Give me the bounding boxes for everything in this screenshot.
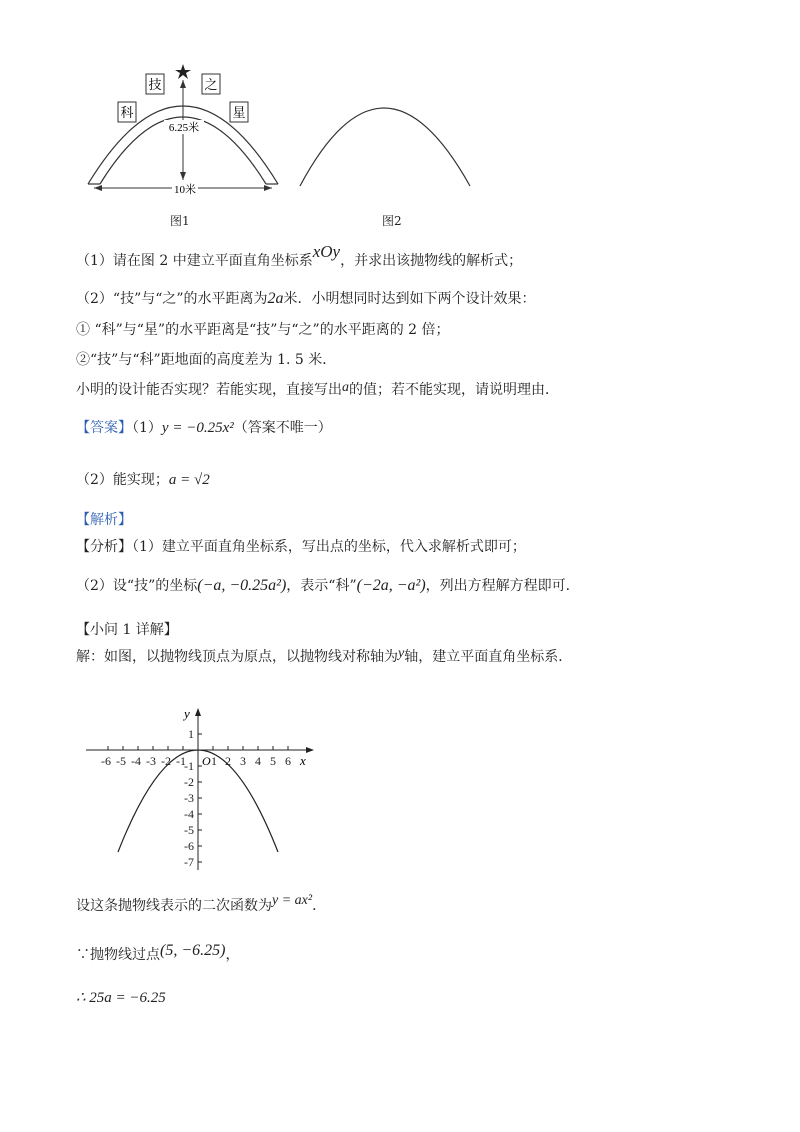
solution-intro: 解：如图，以抛物线顶点为原点，以抛物线对称轴为y轴，建立平面直角坐标系．	[76, 646, 573, 665]
x-tick-label: -2	[161, 754, 171, 768]
condition-1: ① “科”与“星”的水平距离是“技”与“之”的水平距离的 2 倍；	[76, 322, 450, 338]
width-label: 10米	[174, 184, 196, 196]
origin-label: O	[202, 754, 211, 768]
answer-2: （2）能实现；a = √2	[76, 472, 210, 488]
set-function: 设这条抛物线表示的二次函数为y = ax²．	[76, 893, 327, 914]
y-tick-label: -5	[184, 823, 194, 837]
passes-point: ∵抛物线过点(5, −6.25)，	[76, 942, 240, 963]
y-axis-label: y	[184, 706, 190, 721]
y-tick-label: -7	[184, 855, 194, 869]
y-tick-label: -4	[184, 807, 194, 821]
therefore-equation: ∴ 25a = −6.25	[76, 990, 166, 1006]
x-tick-label: -4	[131, 754, 141, 768]
x-tick-label: 3	[240, 754, 246, 768]
figure-2-parabola	[295, 70, 480, 190]
arch-label-zhi: 之	[204, 77, 218, 92]
star-icon	[175, 64, 191, 79]
height-label: 6.25米	[168, 122, 200, 134]
answer-1: 【答案】（1）y = −0.25x²（答案不唯一）	[76, 420, 332, 436]
x-tick-label: 1	[211, 754, 217, 768]
y-tick-label: -2	[184, 775, 194, 789]
question-2: （2）“技”与“之”的水平距离为2a米．小明想同时达到如下两个设计效果：	[76, 290, 536, 307]
arch-label-ji: 技	[148, 77, 162, 92]
question-1: （1）请在图 2 中建立平面直角坐标系xOy，并求出该抛物线的解析式；	[76, 242, 523, 269]
y-tick-label: -3	[184, 791, 194, 805]
arch-label-xing: 星	[232, 105, 246, 120]
figure-1-arch	[80, 58, 290, 208]
analysis-part-1: 【分析】（1）建立平面直角坐标系，写出点的坐标，代入求解析式即可；	[76, 539, 526, 555]
x-tick-label: -1	[176, 754, 186, 768]
condition-2: ②“技”与“科”距地面的高度差为 1. 5 米．	[76, 352, 337, 368]
coordinate-graph	[84, 705, 324, 875]
x-tick-label: -3	[146, 754, 156, 768]
y-tick-label: 1	[188, 727, 194, 741]
sub-question-tag: 【小问 1 详解】	[76, 622, 178, 638]
x-tick-label: 5	[270, 754, 276, 768]
question-ask: 小明的设计能否实现？若能实现，直接写出a的值；若不能实现，请说明理由．	[76, 380, 559, 398]
x-tick-label: 6	[285, 754, 291, 768]
x-tick-label: -6	[101, 754, 111, 768]
arch-label-ke: 科	[120, 105, 134, 120]
y-tick-label: -1	[184, 759, 194, 773]
x-axis-label: x	[300, 753, 306, 768]
x-tick-label: 4	[255, 754, 261, 768]
x-tick-label: -5	[116, 754, 126, 768]
figure-1-caption: 图1	[170, 214, 190, 228]
y-tick-label: -6	[184, 839, 194, 853]
analysis-tag: 【解析】	[76, 512, 132, 528]
analysis-part-2: （2）设“技”的坐标(−a, −0.25a²)，表示“科”(−2a, −a²)，列出方程解方程即可．	[76, 577, 580, 594]
x-tick-label: 2	[225, 754, 231, 768]
figure-2-caption: 图2	[382, 214, 402, 228]
